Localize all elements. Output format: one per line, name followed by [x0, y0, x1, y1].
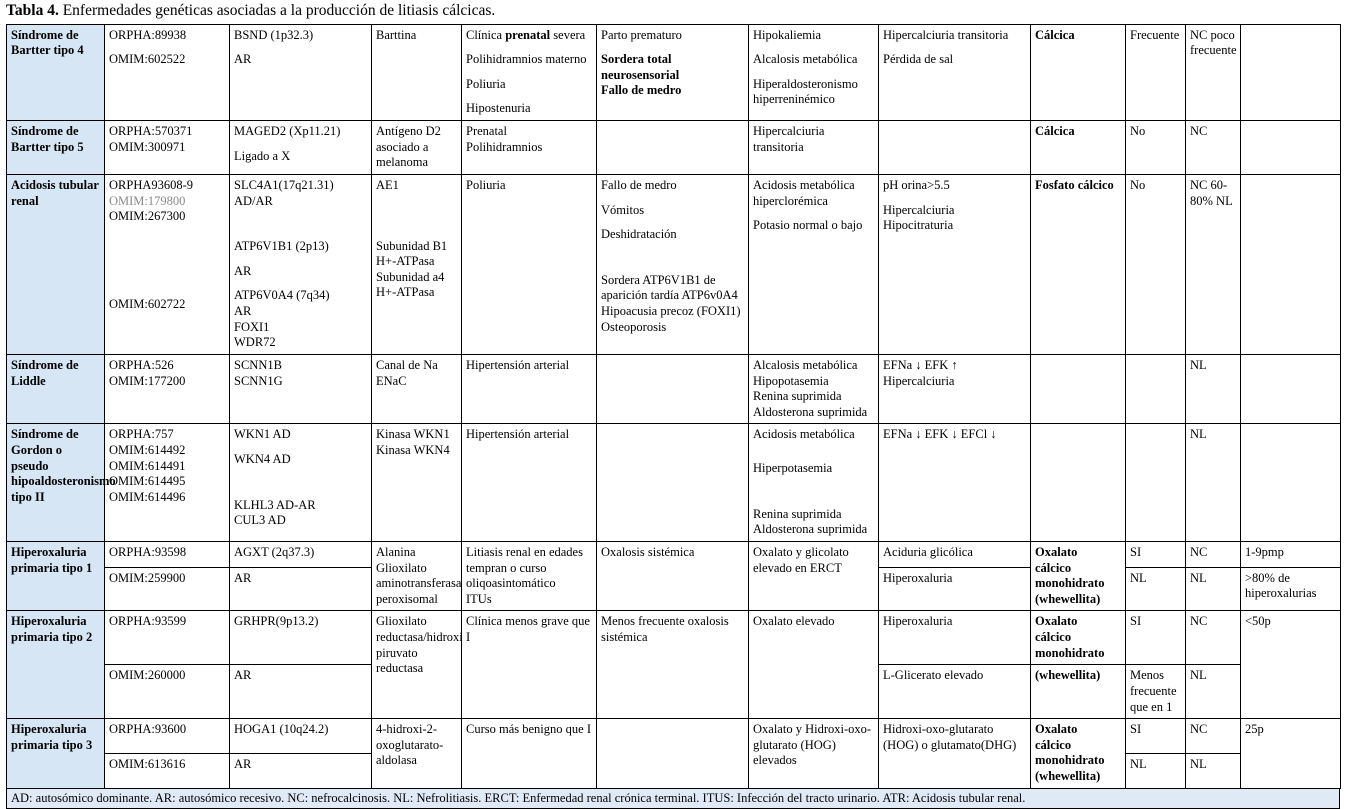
- urine-cell: Hidroxi-oxo-glutarato (HOG) o glutamato(DHG): [879, 719, 1031, 789]
- clinical-cell: Prenatal Polihidramnios: [462, 121, 597, 175]
- prevalence-cell: 25p: [1241, 719, 1341, 789]
- stone-type-cell: Fosfato cálcico: [1031, 174, 1126, 354]
- clinical-cell: Clínica prenatal severa Polihidramnios materno Poliuria Hipostenuria: [462, 24, 597, 121]
- stone-type-cell: Oxalato cálcico monohidrato (whewellita): [1031, 541, 1126, 611]
- prevalence-cell: [1241, 121, 1341, 175]
- gene-cell: SCNN1B SCNN1G: [230, 354, 372, 424]
- urine-cell: [879, 121, 1031, 175]
- clinical-cell: Hipertensión arterial: [462, 424, 597, 542]
- prevalence-cell: 1-9pmp: [1241, 541, 1341, 567]
- genetic-diseases-table: [6, 24, 1341, 789]
- protein-cell: Alanina Glioxilato aminotransferasa peroxisomal: [372, 541, 462, 611]
- clinical-cell: Hipertensión arterial: [462, 354, 597, 424]
- prevalence-cell: <50p: [1241, 611, 1341, 719]
- gene-cell: BSND (1p32.3) AR: [230, 24, 372, 121]
- urine-cell: Aciduria glicólica: [879, 541, 1031, 567]
- codes-cell: OMIM:259900: [105, 567, 230, 611]
- table-row: [7, 719, 1341, 754]
- frequency-cell: SI: [1126, 541, 1186, 567]
- gene-cell: AR: [230, 753, 372, 788]
- clinical-cell: Litiasis renal en edades tempran o curso oliqoasintomático ITUs: [462, 541, 597, 611]
- clinical-cell: Curso más benigno que I: [462, 719, 597, 789]
- nephrocalcinosis-cell: NL: [1186, 424, 1241, 542]
- metabolic-cell: Oxalato elevado: [749, 611, 879, 719]
- codes-cell: ORPHA:93598: [105, 541, 230, 567]
- gene-cell: HOGA1 (10q24.2): [230, 719, 372, 754]
- table-row: [7, 541, 1341, 567]
- metabolic-cell: Hipercalciuria transitoria: [749, 121, 879, 175]
- metabolic-cell: Alcalosis metabólica Hipopotasemia Renina suprimida Aldosterona suprimida: [749, 354, 879, 424]
- table-row: [7, 424, 1341, 542]
- gene-cell: SLC4A1(17q21.31) AD/AR ATP6V1B1 (2p13) AR ATP6V0A4 (7q34) AR FOXI1 WDR72: [230, 174, 372, 354]
- extrarenal-cell: [597, 719, 749, 789]
- table-row: [7, 121, 1341, 175]
- nephrocalcinosis-cell: NL: [1186, 665, 1241, 719]
- codes-cell: OMIM:613616: [105, 753, 230, 788]
- codes-cell: ORPHA:93599: [105, 611, 230, 665]
- codes-cell: OMIM:260000: [105, 665, 230, 719]
- frequency-cell: [1126, 354, 1186, 424]
- extrarenal-cell: [597, 354, 749, 424]
- urine-cell: L-Glicerato elevado: [879, 665, 1031, 719]
- table-body: [7, 24, 1341, 788]
- extrarenal-cell: [597, 121, 749, 175]
- table-caption-label: Tabla 4.: [6, 2, 59, 19]
- frequency-cell: Menos frecuente que en 1: [1126, 665, 1186, 719]
- frequency-cell: [1126, 424, 1186, 542]
- frequency-cell: No: [1126, 121, 1186, 175]
- prevalence-cell: [1241, 354, 1341, 424]
- codes-cell: ORPHA93608-9 OMIM:179800 OMIM:267300 OMIM:602722: [105, 174, 230, 354]
- gene-cell: MAGED2 (Xp11.21) Ligado a X: [230, 121, 372, 175]
- disease-name: Síndrome de Bartter tipo 5: [7, 121, 105, 175]
- urine-cell: Hipercalciuria transitoria Pérdida de sal: [879, 24, 1031, 121]
- prevalence-cell: [1241, 174, 1341, 354]
- prevalence-cell: [1241, 424, 1341, 542]
- disease-name: Síndrome de Liddle: [7, 354, 105, 424]
- stone-type-cell: [1031, 424, 1126, 542]
- table-row: [7, 354, 1341, 424]
- nephrocalcinosis-cell: NC 60-80% NL: [1186, 174, 1241, 354]
- codes-cell: ORPHA:89938 OMIM:602522: [105, 24, 230, 121]
- stone-type-cell: Cálcica: [1031, 24, 1126, 121]
- urine-cell: EFNa ↓ EFK ↑ Hipercalciuria: [879, 354, 1031, 424]
- clinical-cell: Clínica menos grave que I: [462, 611, 597, 719]
- clinical-cell: Poliuria: [462, 174, 597, 354]
- protein-cell: Antígeno D2 asociado a melanoma: [372, 121, 462, 175]
- frequency-cell: SI: [1126, 719, 1186, 754]
- protein-cell: Barttina: [372, 24, 462, 121]
- stone-type-cell: Cálcica: [1031, 121, 1126, 175]
- table-footnote: AD: autosómico dominante. AR: autosómico recesivo. NC: nefrocalcinosis. NL: Nefrolitiasis. ERCT: Enfermedad renal crónica terminal. ITUS: Infección del tracto urinario. ATR: Acidosis tubular renal.: [6, 789, 1340, 809]
- frequency-cell: SI: [1126, 611, 1186, 665]
- disease-name: Síndrome de Bartter tipo 4: [7, 24, 105, 121]
- prevalence-cell: [1241, 24, 1341, 121]
- extrarenal-cell: [597, 424, 749, 542]
- nephrocalcinosis-cell: NC poco frecuente: [1186, 24, 1241, 121]
- protein-cell: Canal de Na ENaC: [372, 354, 462, 424]
- table-row: [7, 611, 1341, 665]
- table-row: [7, 174, 1341, 354]
- urine-cell: Hiperoxaluria: [879, 611, 1031, 665]
- nephrocalcinosis-cell: NL: [1186, 354, 1241, 424]
- codes-cell: ORPHA:526 OMIM:177200: [105, 354, 230, 424]
- stone-type-cell: (whewellita): [1031, 665, 1126, 719]
- frequency-cell: NL: [1126, 753, 1186, 788]
- table-caption-text: Enfermedades genéticas asociadas a la producción de litiasis cálcicas.: [58, 2, 496, 19]
- gene-cell: AR: [230, 665, 372, 719]
- nephrocalcinosis-cell: NC: [1186, 719, 1241, 754]
- extrarenal-cell: Parto prematuro Sordera total neurosensorial Fallo de medro: [597, 24, 749, 121]
- metabolic-cell: Hipokaliemia Alcalosis metabólica Hiperaldosteronismo hiperreninémico: [749, 24, 879, 121]
- disease-name: Hiperoxaluria primaria tipo 1: [7, 541, 105, 611]
- gene-cell: GRHPR(9p13.2): [230, 611, 372, 665]
- urine-cell: Hiperoxaluria: [879, 567, 1031, 611]
- gene-cell: WKN1 AD WKN4 AD KLHL3 AD-AR CUL3 AD: [230, 424, 372, 542]
- metabolic-cell: Acidosis metabólica Hiperpotasemia Renina suprimida Aldosterona suprimida: [749, 424, 879, 542]
- nephrocalcinosis-cell: NC: [1186, 541, 1241, 567]
- disease-name: Hiperoxaluria primaria tipo 3: [7, 719, 105, 789]
- nephrocalcinosis-cell: NL: [1186, 567, 1241, 611]
- stone-type-cell: Oxalato cálcico monohidrato (whewellita): [1031, 719, 1126, 789]
- stone-type-cell: Oxalato cálcico monohidrato: [1031, 611, 1126, 665]
- table-caption: [0, 0, 1346, 24]
- nephrocalcinosis-cell: NC: [1186, 611, 1241, 665]
- disease-name: Síndrome de Gordon o pseudo hipoaldosteronismo tipo II: [7, 424, 105, 542]
- nephrocalcinosis-cell: NL: [1186, 753, 1241, 788]
- prevalence-cell: >80% de hiperoxalurias: [1241, 567, 1341, 611]
- disease-name: Hiperoxaluria primaria tipo 2: [7, 611, 105, 719]
- metabolic-cell: Oxalato y Hidroxi-oxo- glutarato (HOG) elevados: [749, 719, 879, 789]
- codes-cell: ORPHA:757 OMIM:614492 OMIM:614491 OMIM:614495 OMIM:614496: [105, 424, 230, 542]
- nephrocalcinosis-cell: NC: [1186, 121, 1241, 175]
- frequency-cell: No: [1126, 174, 1186, 354]
- gene-cell: AR: [230, 567, 372, 611]
- frequency-cell: NL: [1126, 567, 1186, 611]
- metabolic-cell: Oxalato y glicolato elevado en ERCT: [749, 541, 879, 611]
- stone-type-cell: [1031, 354, 1126, 424]
- codes-cell: ORPHA:93600: [105, 719, 230, 754]
- codes-cell: ORPHA:570371 OMIM:300971: [105, 121, 230, 175]
- protein-cell: Glioxilato reductasa/hidroxi piruvato reductasa: [372, 611, 462, 719]
- protein-cell: 4-hidroxi-2- oxoglutarato- aldolasa: [372, 719, 462, 789]
- metabolic-cell: Acidosis metabólica hiperclorémica Potasio normal o bajo: [749, 174, 879, 354]
- frequency-cell: Frecuente: [1126, 24, 1186, 121]
- extrarenal-cell: Menos frecuente oxalosis sistémica: [597, 611, 749, 719]
- protein-cell: AE1 Subunidad B1 H+-ATPasa Subunidad a4 H+-ATPasa: [372, 174, 462, 354]
- gene-cell: AGXT (2q37.3): [230, 541, 372, 567]
- urine-cell: pH orina>5.5 Hipercalciuria Hipocitraturia: [879, 174, 1031, 354]
- protein-cell: Kinasa WKN1 Kinasa WKN4: [372, 424, 462, 542]
- extrarenal-cell: Fallo de medro Vómitos Deshidratación Sordera ATP6V1B1 de aparición tardía ATP6v0A4 Hipoacusia precoz (FOXI1) Osteoporosis: [597, 174, 749, 354]
- urine-cell: EFNa ↓ EFK ↓ EFCl ↓: [879, 424, 1031, 542]
- disease-name: Acidosis tubular renal: [7, 174, 105, 354]
- extrarenal-cell: Oxalosis sistémica: [597, 541, 749, 611]
